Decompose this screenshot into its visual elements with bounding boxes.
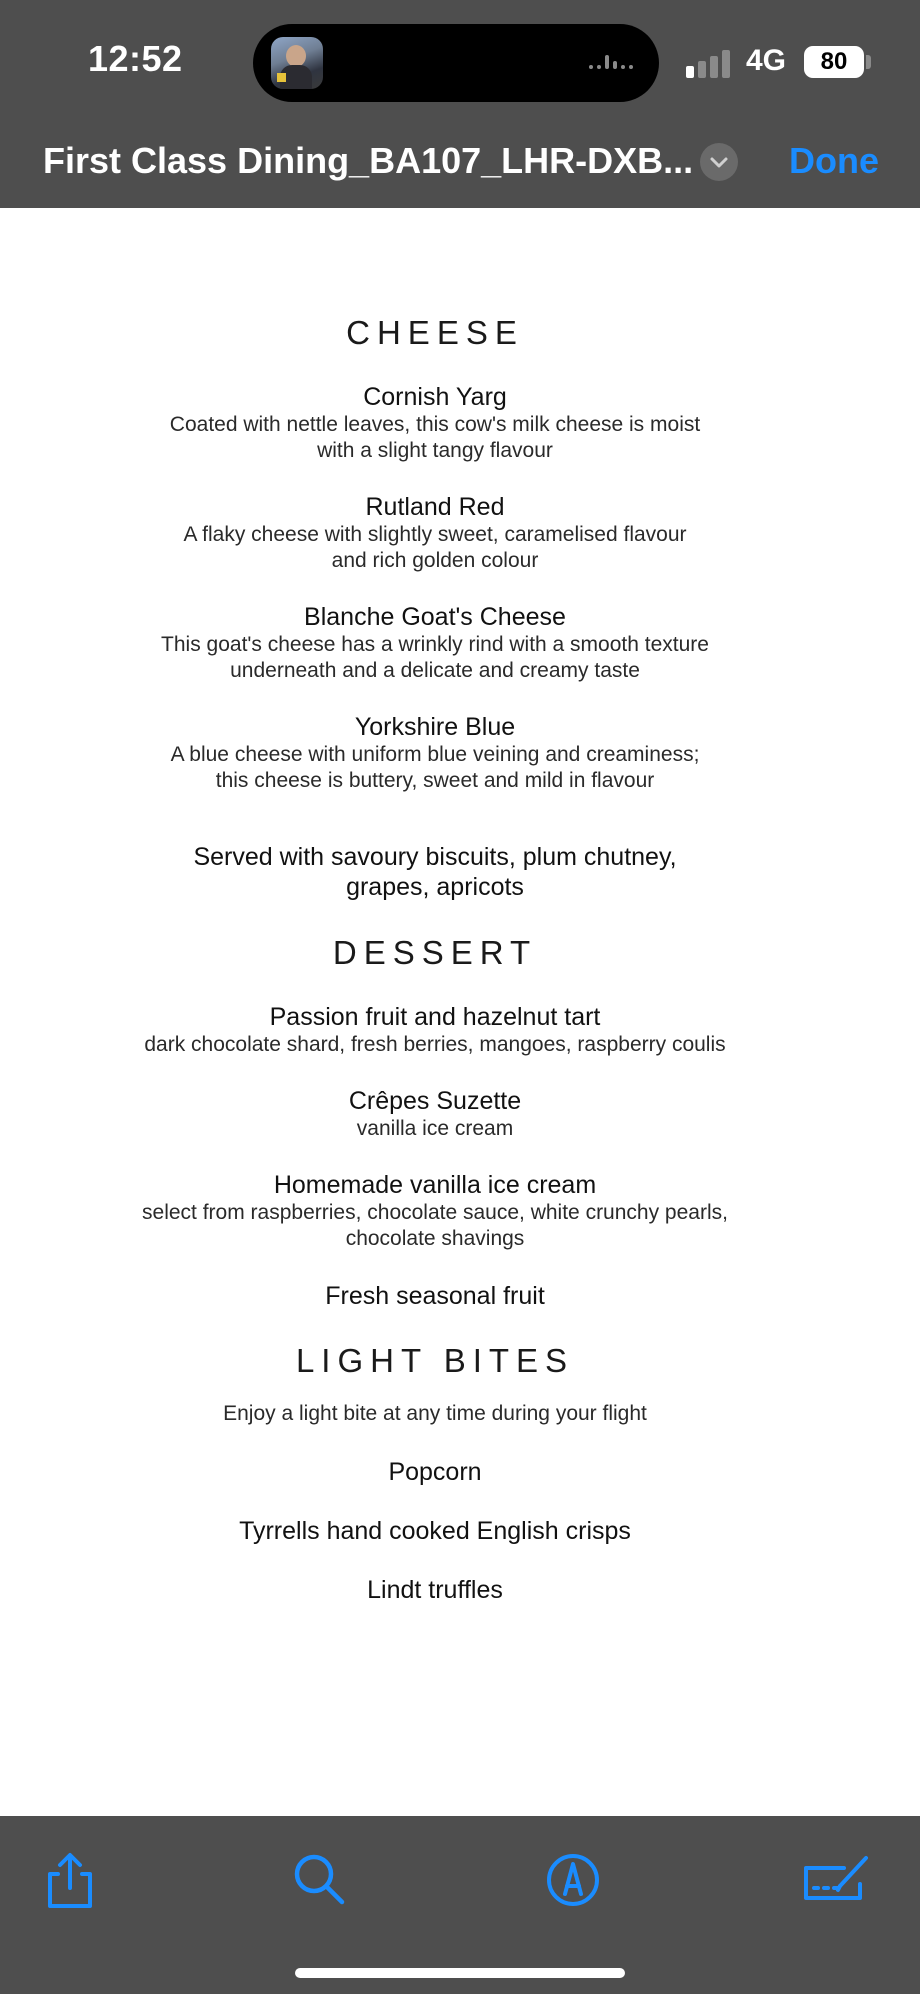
menu-item bbox=[0, 1002, 870, 1058]
item-desc: with a slight tangy flavour bbox=[317, 439, 553, 462]
note-line: grapes, apricots bbox=[346, 873, 524, 901]
done-button[interactable]: Done bbox=[789, 140, 879, 181]
item-name: Crêpes Suzette bbox=[348, 1087, 522, 1115]
section-heading-light-bites: LIGHT BITES bbox=[295, 1342, 575, 1379]
item-desc: Coated with nettle leaves, this cow's milk cheese is moist bbox=[169, 413, 701, 436]
item-desc: underneath and a delicate and creamy taste bbox=[230, 659, 640, 682]
item-desc: This goat's cheese has a wrinkly rind with a smooth texture bbox=[161, 633, 709, 656]
search-icon[interactable] bbox=[290, 1850, 350, 1910]
network-type: 4G bbox=[746, 44, 787, 77]
section-heading-cheese: CHEESE bbox=[346, 314, 524, 351]
light-bite-item bbox=[0, 1457, 870, 1487]
annotate-icon[interactable] bbox=[800, 1850, 872, 1910]
battery-cap bbox=[866, 55, 871, 69]
chevron-down-icon[interactable] bbox=[700, 143, 738, 181]
item-name: Tyrrells hand cooked English crisps bbox=[239, 1517, 631, 1545]
note-line: Served with savoury biscuits, plum chutney, bbox=[193, 843, 677, 871]
status-time: 12:52 bbox=[88, 38, 183, 79]
menu-item bbox=[0, 602, 870, 684]
item-name: Fresh seasonal fruit bbox=[325, 1282, 545, 1310]
audio-waveform-icon bbox=[589, 53, 635, 73]
document-title[interactable]: First Class Dining_BA107_LHR-DXB... bbox=[43, 140, 694, 181]
menu-item bbox=[0, 492, 870, 574]
item-desc: A blue cheese with uniform blue veining and creaminess; bbox=[170, 743, 700, 766]
item-desc: select from raspberries, chocolate sauce, white crunchy pearls, bbox=[142, 1201, 728, 1224]
item-desc: vanilla ice cream bbox=[356, 1117, 514, 1140]
document-page[interactable] bbox=[0, 208, 920, 1816]
item-desc: this cheese is buttery, sweet and mild in flavour bbox=[215, 769, 655, 792]
item-desc: and rich golden colour bbox=[331, 549, 539, 572]
menu-item bbox=[0, 382, 870, 464]
menu-item bbox=[0, 1281, 870, 1311]
item-desc: A flaky cheese with slightly sweet, caramelised flavour bbox=[183, 523, 687, 546]
item-name: Passion fruit and hazelnut tart bbox=[269, 1003, 601, 1031]
item-name: Blanche Goat's Cheese bbox=[304, 603, 566, 631]
item-name: Homemade vanilla ice cream bbox=[273, 1171, 597, 1199]
item-name: Yorkshire Blue bbox=[354, 713, 516, 741]
bottom-toolbar bbox=[0, 1816, 920, 1994]
share-icon[interactable] bbox=[40, 1850, 100, 1910]
light-bite-item bbox=[0, 1516, 870, 1546]
item-desc: dark chocolate shard, fresh berries, mangoes, raspberry coulis bbox=[144, 1033, 726, 1056]
menu-item bbox=[0, 712, 870, 794]
dynamic-island[interactable] bbox=[253, 24, 659, 102]
cellular-signal-icon bbox=[686, 50, 732, 78]
intro-text: Enjoy a light bite at any time during your flight bbox=[223, 1402, 647, 1425]
item-name: Lindt truffles bbox=[367, 1576, 503, 1604]
menu-item bbox=[0, 1086, 870, 1142]
light-bite-item bbox=[0, 1575, 870, 1605]
home-indicator[interactable] bbox=[295, 1968, 625, 1978]
served-with-note bbox=[0, 842, 870, 902]
navigation-bar bbox=[0, 130, 920, 208]
battery-icon: 80 bbox=[804, 46, 864, 78]
section-heading-dessert: DESSERT bbox=[332, 934, 538, 971]
status-bar bbox=[0, 0, 920, 130]
item-name: Rutland Red bbox=[365, 493, 505, 521]
now-playing-avatar bbox=[271, 37, 323, 89]
markup-icon[interactable] bbox=[543, 1850, 603, 1910]
menu-item bbox=[0, 1170, 870, 1252]
light-bites-intro bbox=[0, 1401, 870, 1427]
item-desc: chocolate shavings bbox=[345, 1227, 525, 1250]
item-name: Popcorn bbox=[388, 1458, 482, 1486]
item-name: Cornish Yarg bbox=[363, 383, 507, 411]
